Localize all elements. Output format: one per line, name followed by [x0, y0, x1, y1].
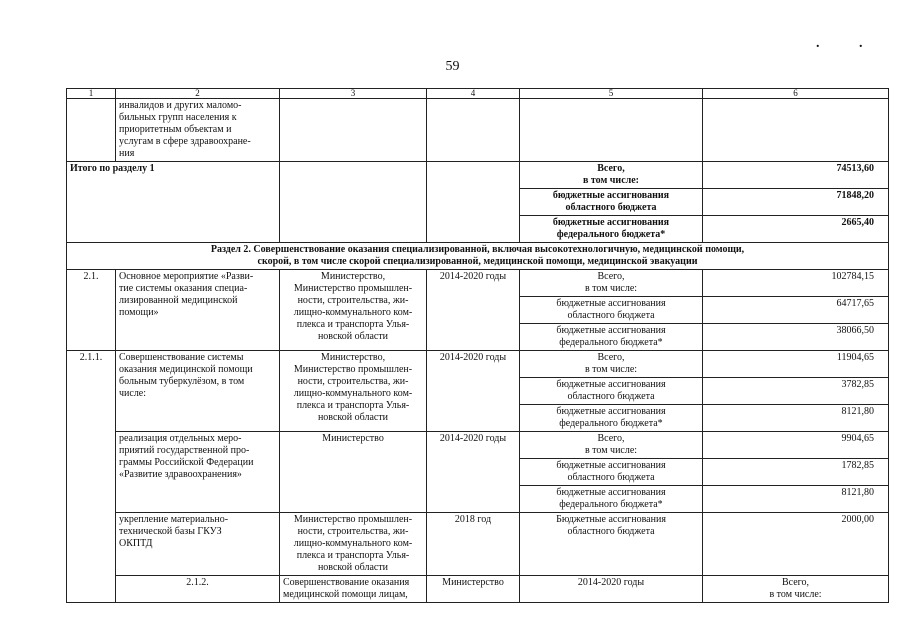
- funding-amount: 102784,15: [703, 270, 889, 297]
- measure-period: 2018 год: [427, 513, 520, 576]
- funding-source: бюджетные ассигнования федерального бюджета*: [520, 324, 703, 351]
- measure-code: 2.1.: [67, 270, 116, 351]
- funding-amount: 64717,65: [703, 297, 889, 324]
- section-total-label: Итого по разделу 1: [67, 162, 280, 243]
- funding-source: Всего, в том числе:: [520, 351, 703, 378]
- funding-amount: 9904,65: [703, 432, 889, 459]
- measure-period: 2014-2020 годы: [520, 576, 703, 603]
- col-header-4: 4: [427, 89, 520, 99]
- measure-description: реализация отдельных меро- приятий государственной про- граммы Российской Федерации «Развитие здравоохранения»: [116, 432, 280, 513]
- measure-executor: Министерство: [280, 432, 427, 513]
- funding-source: Всего, в том числе:: [520, 432, 703, 459]
- funding-source: Бюджетные ассигнования областного бюджета: [520, 513, 703, 576]
- table-row: [67, 99, 889, 162]
- program-table: [66, 88, 889, 603]
- table-row: [67, 351, 889, 378]
- column-number-header-row: [67, 89, 889, 99]
- col-header-2: 2: [116, 89, 280, 99]
- funding-amount: 71848,20: [703, 189, 889, 216]
- funding-source: бюджетные ассигнования федерального бюджета*: [520, 486, 703, 513]
- funding-source: Всего, в том числе:: [520, 162, 703, 189]
- funding-source: бюджетные ассигнования областного бюджета: [520, 189, 703, 216]
- scan-artifact-marks: . .: [816, 36, 881, 51]
- funding-source: Всего, в том числе:: [520, 270, 703, 297]
- funding-source: бюджетные ассигнования федерального бюджета*: [520, 405, 703, 432]
- col-header-5: 5: [520, 89, 703, 99]
- funding-source: Всего, в том числе:: [703, 576, 889, 603]
- funding-amount: 74513,60: [703, 162, 889, 189]
- measure-code: 2.1.1.: [67, 351, 116, 603]
- page-number: 59: [445, 59, 460, 74]
- section-title: Раздел 2. Совершенствование оказания специализированной, включая высокотехнологичную, медицинской помощи, скорой, в том числе скорой специализированной, медицинской помощи, медицинской эвакуации: [67, 243, 889, 270]
- measure-description: Совершенствование системы оказания медицинской помощи больным туберкулёзом, в том числе:: [116, 351, 280, 432]
- table-row: [67, 576, 889, 603]
- col-header-1: 1: [67, 89, 116, 99]
- measure-period: 2014-2020 годы: [427, 432, 520, 513]
- measure-period: 2014-2020 годы: [427, 351, 520, 432]
- measure-description: укрепление материально- технической базы ГКУЗ ОКПТД: [116, 513, 280, 576]
- measure-executor: Министерство, Министерство промышлен- ности, строительства, жи- лищно-коммунального ком- плекса и транспорта Улья- новской области: [280, 270, 427, 351]
- col-header-3: 3: [280, 89, 427, 99]
- table-row: [67, 270, 889, 297]
- measure-description: инвалидов и других маломо- бильных групп населения к приоритетным объектам и услугам в сфере здравоохране- ния: [116, 99, 280, 162]
- table-row: [67, 243, 889, 270]
- funding-source: бюджетные ассигнования федерального бюджета*: [520, 216, 703, 243]
- measure-description: Совершенствование оказания медицинской помощи лицам,: [280, 576, 427, 603]
- measure-description: Основное мероприятие «Разви- тие системы оказания специа- лизированной медицинской помощи»: [116, 270, 280, 351]
- measure-code: 2.1.2.: [116, 576, 280, 603]
- measure-executor: Министерство промышлен- ности, строительства, жи- лищно-коммунального ком- плекса и транспорта Улья- новской области: [280, 513, 427, 576]
- measure-period: 2014-2020 годы: [427, 270, 520, 351]
- funding-source: бюджетные ассигнования областного бюджета: [520, 297, 703, 324]
- funding-amount: 3782,85: [703, 378, 889, 405]
- table-row: [67, 162, 889, 189]
- measure-executor: Министерство: [427, 576, 520, 603]
- funding-amount: 1782,85: [703, 459, 889, 486]
- measure-executor: Министерство, Министерство промышлен- ности, строительства, жи- лищно-коммунального ком- плекса и транспорта Улья- новской области: [280, 351, 427, 432]
- funding-amount: 2000,00: [703, 513, 889, 576]
- table-row: [67, 432, 889, 459]
- funding-amount: 11904,65: [703, 351, 889, 378]
- col-header-6: 6: [703, 89, 889, 99]
- funding-amount: 8121,80: [703, 486, 889, 513]
- funding-amount: 38066,50: [703, 324, 889, 351]
- table-row: [67, 513, 889, 576]
- funding-amount: 2665,40: [703, 216, 889, 243]
- funding-amount: 8121,80: [703, 405, 889, 432]
- funding-source: бюджетные ассигнования областного бюджета: [520, 459, 703, 486]
- funding-source: бюджетные ассигнования областного бюджета: [520, 378, 703, 405]
